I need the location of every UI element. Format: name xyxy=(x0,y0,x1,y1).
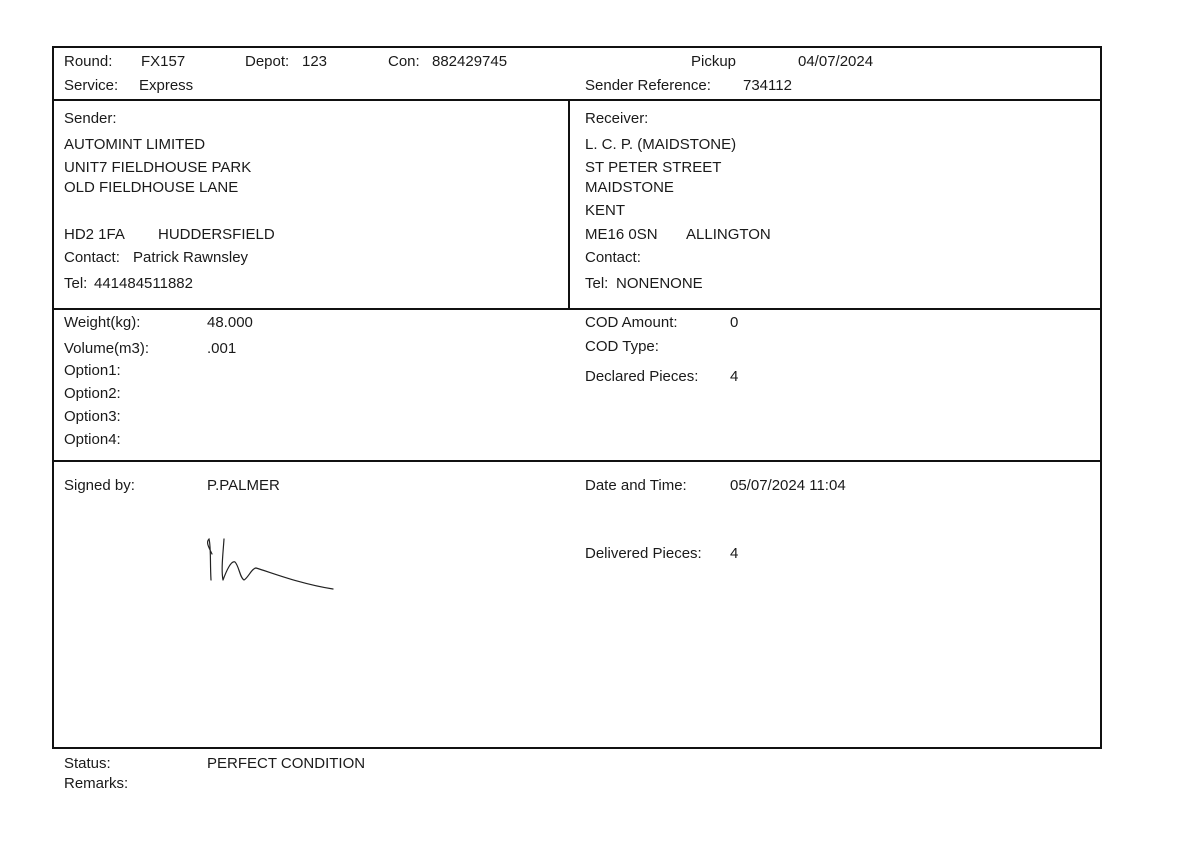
receiver-town: ALLINGTON xyxy=(686,226,771,243)
weight-value: 48.000 xyxy=(207,314,253,331)
depot-value: 123 xyxy=(302,53,328,70)
service-value: Express xyxy=(139,77,194,94)
round-value: FX157 xyxy=(141,53,186,70)
receiver-tel-label: Tel: xyxy=(585,275,609,292)
receiver-postcode: ME16 0SN xyxy=(585,226,658,243)
pickup-date: 04/07/2024 xyxy=(798,53,874,70)
receiver-address-line2: MAIDSTONE xyxy=(585,179,674,196)
delivered-pieces-value: 4 xyxy=(730,545,739,562)
consignment-frame xyxy=(52,46,1102,749)
sender-reference-label: Sender Reference: xyxy=(585,77,711,94)
round-label: Round: xyxy=(64,53,113,70)
declared-pieces-value: 4 xyxy=(730,368,739,385)
address-column-divider xyxy=(568,101,570,309)
cod-amount-label: COD Amount: xyxy=(585,314,678,331)
details-divider xyxy=(52,460,1102,462)
volume-value: .001 xyxy=(207,340,237,357)
declared-pieces-label: Declared Pieces: xyxy=(585,368,699,385)
con-value: 882429745 xyxy=(432,53,508,70)
address-divider xyxy=(52,308,1102,310)
depot-label: Depot: xyxy=(245,53,290,70)
sender-reference-value: 734112 xyxy=(743,77,792,94)
service-label: Service: xyxy=(64,77,119,94)
sender-tel-label: Tel: xyxy=(64,275,88,292)
signed-by-label: Signed by: xyxy=(64,477,135,494)
option1-label: Option1: xyxy=(64,362,121,379)
sender-contact-label: Contact: xyxy=(64,249,120,266)
receiver-name: L. C. P. (MAIDSTONE) xyxy=(585,136,737,153)
option2-label: Option2: xyxy=(64,385,121,402)
receiver-tel-value: NONENONE xyxy=(616,275,703,292)
con-label: Con: xyxy=(388,53,420,70)
volume-label: Volume(m3): xyxy=(64,340,150,357)
signature-image xyxy=(195,532,345,602)
signed-by-value: P.PALMER xyxy=(207,477,280,494)
receiver-heading: Receiver: xyxy=(585,110,649,127)
cod-amount-value: 0 xyxy=(730,314,739,331)
sender-address-line1: UNIT7 FIELDHOUSE PARK xyxy=(64,159,252,176)
option4-label: Option4: xyxy=(64,431,121,448)
sender-heading: Sender: xyxy=(64,110,117,127)
date-time-label: Date and Time: xyxy=(585,477,687,494)
sender-postcode: HD2 1FA xyxy=(64,226,125,243)
receiver-contact-label: Contact: xyxy=(585,249,641,266)
receiver-address-line3: KENT xyxy=(585,202,626,219)
header-divider xyxy=(52,99,1102,101)
option3-label: Option3: xyxy=(64,408,121,425)
sender-town: HUDDERSFIELD xyxy=(158,226,275,243)
sender-contact-value: Patrick Rawnsley xyxy=(133,249,249,266)
cod-type-label: COD Type: xyxy=(585,338,659,355)
date-time-value: 05/07/2024 11:04 xyxy=(730,477,846,494)
pickup-label: Pickup xyxy=(691,53,737,70)
sender-name: AUTOMINT LIMITED xyxy=(64,136,206,153)
weight-label: Weight(kg): xyxy=(64,314,141,331)
receiver-address-line1: ST PETER STREET xyxy=(585,159,722,176)
remarks-label: Remarks: xyxy=(64,775,129,792)
status-value: PERFECT CONDITION xyxy=(207,755,366,772)
sender-tel-value: 441484511882 xyxy=(94,275,193,292)
delivered-pieces-label: Delivered Pieces: xyxy=(585,545,702,562)
status-label: Status: xyxy=(64,755,111,772)
sender-address-line2: OLD FIELDHOUSE LANE xyxy=(64,179,239,196)
